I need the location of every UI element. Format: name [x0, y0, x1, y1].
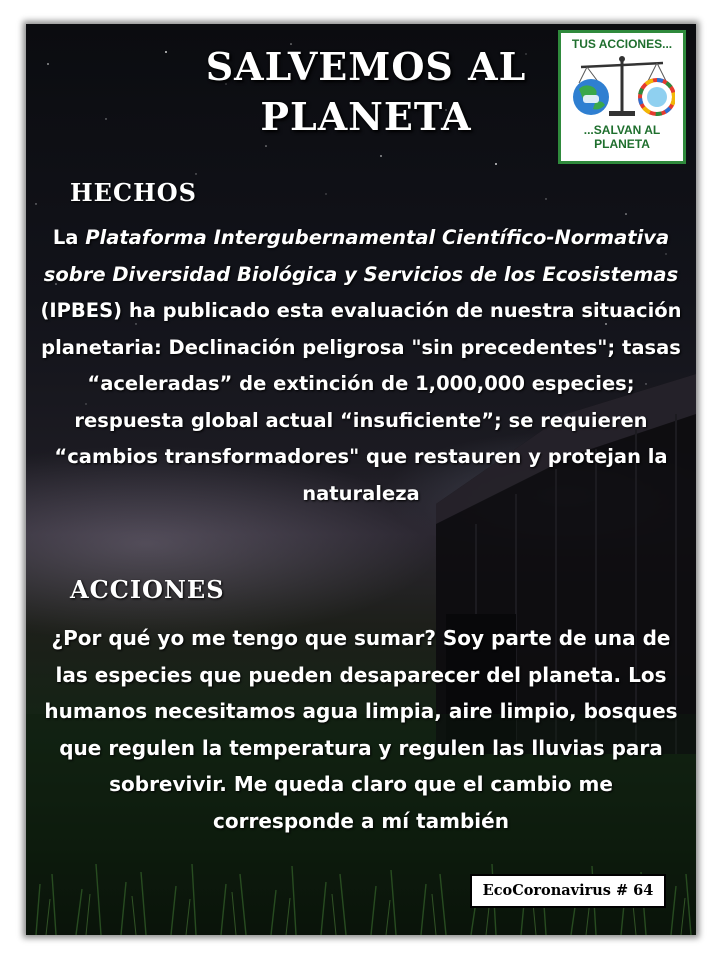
acciones-heading: ACCIONES: [70, 575, 225, 604]
title-line-2: PLANETA: [260, 94, 472, 139]
hechos-heading: HECHOS: [70, 178, 197, 207]
hechos-text-rest: (IPBES) ha publicado esta evaluación de nuestra situación planetaria: Declinación peligrosa "sin precedentes"; tasas “aceleradas” de extinción de 1,000,000 especies; respuesta global actual “insuficiente”; se requieren “cambios transformadores" que restauren y protejan la naturaleza: [40, 299, 682, 505]
acciones-paragraph: ¿Por qué yo me tengo que sumar? Soy parte de una de las especies que pueden desaparecer del planeta. Los humanos necesitamos agua limpia, aire limpio, bosques que regulen la temperatura y regulen las lluvias para sobrevivir. Me queda claro que el cambio me corresponde a mí también: [44, 626, 678, 833]
poster-title: [196, 42, 536, 142]
logo-bottom-line-1: ...SALVAN AL: [583, 123, 661, 137]
poster: [26, 24, 696, 935]
earth-balance-icon: [569, 53, 675, 119]
series-tag: EcoCoronavirus # 64: [470, 874, 666, 908]
ipbes-full-name: Plataforma Intergubernamental Científico-Normativa sobre Diversidad Biológica y Servicios de los Ecosistemas: [43, 226, 679, 286]
hechos-paragraph: [40, 220, 682, 512]
logo-bottom-line-2: PLANETA: [594, 137, 650, 151]
logo-top-text: TUS ACCIONES...: [571, 37, 673, 51]
logo-bottom-text: [561, 123, 683, 151]
campaign-logo: [558, 30, 686, 164]
hechos-text-start: La: [52, 226, 86, 249]
title-line-1: SALVEMOS AL: [205, 44, 527, 89]
people-circle-icon: [640, 80, 674, 114]
